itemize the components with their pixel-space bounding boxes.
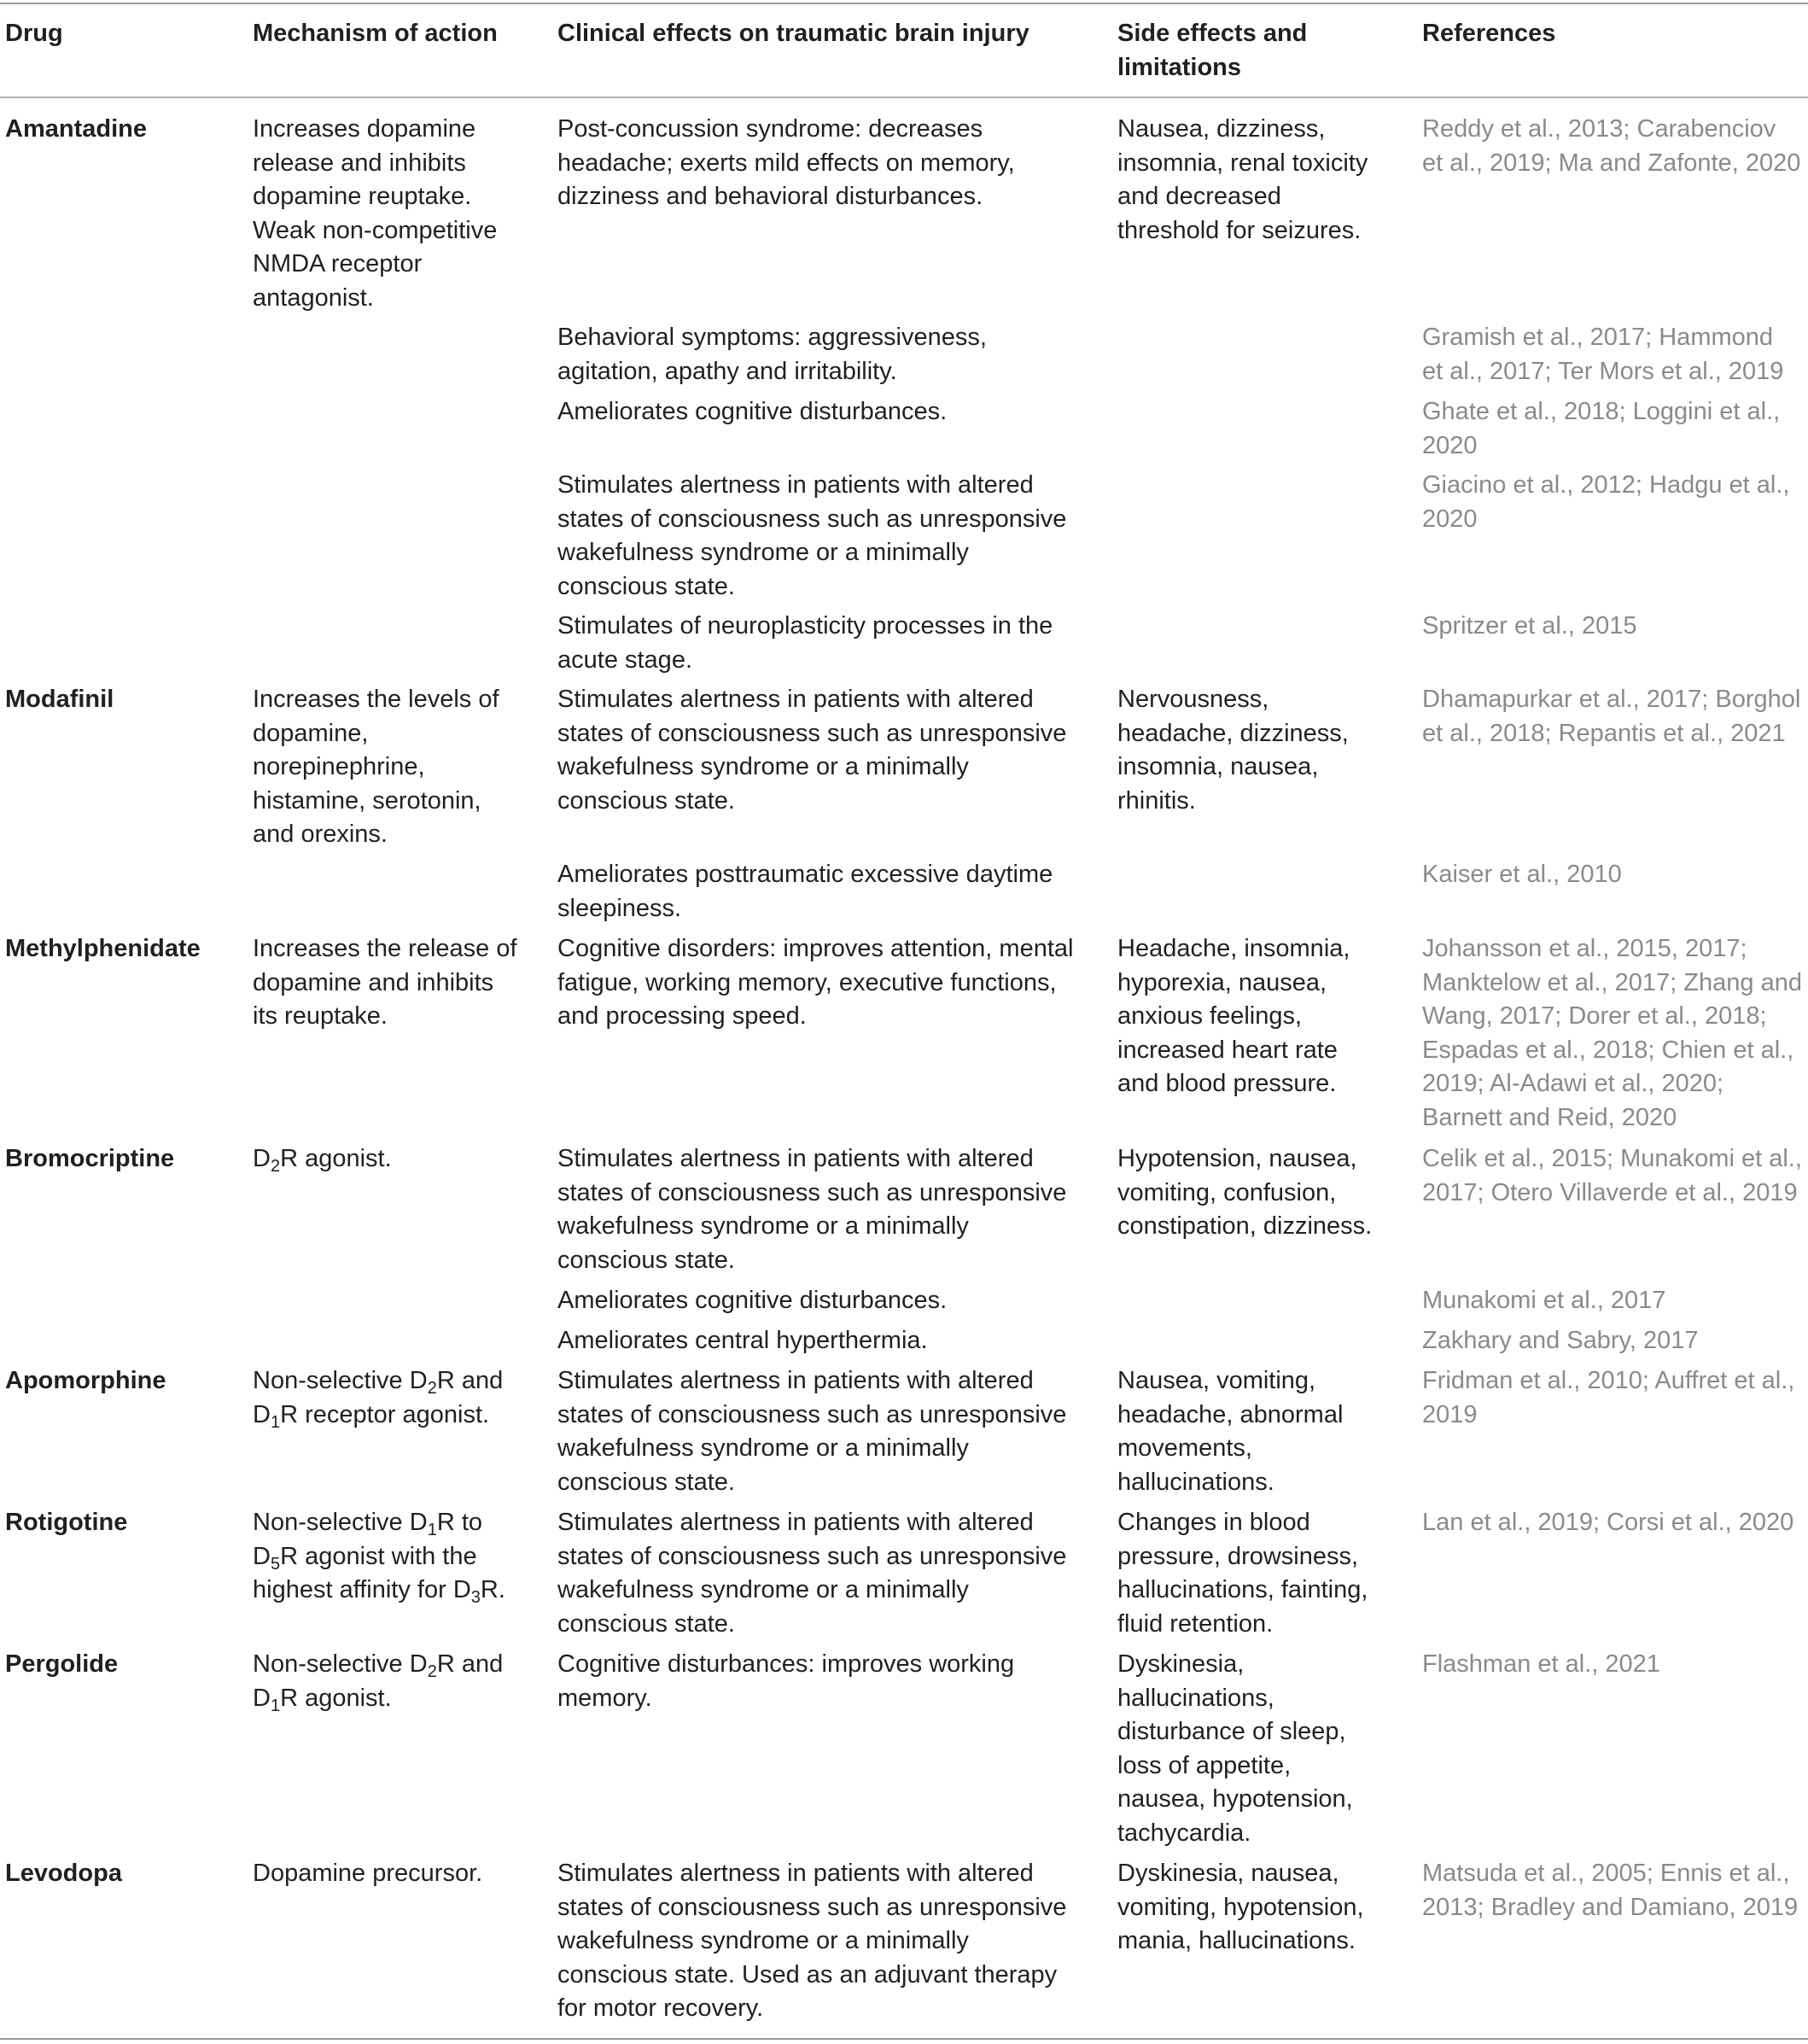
header-rule — [0, 96, 1808, 98]
mechanism-cell: Non-selective $D_2R$ and $D_1R$ agonist. — [253, 1650, 504, 1715]
header-mechanism: Mechanism of action — [253, 20, 498, 47]
mechanism-cell: Increases the release of dopamine and inhibits its reuptake. — [253, 935, 517, 1030]
clinical-effect-cell: Stimulates alertness in patients with altered states of consciousness such as unresponsive wakefulness syndrome or a minimally conscious state. — [557, 471, 1067, 600]
side-effects-cell: Nausea, dizziness, insomnia, renal toxicity and decreased threshold for seizures. — [1117, 115, 1368, 244]
drug-name: Apomorphine — [5, 1367, 166, 1394]
clinical-effect-cell: Ameliorates posttraumatic excessive daytime sleepiness. — [557, 861, 1053, 922]
drug-name: Amantadine — [5, 115, 147, 143]
clinical-effect-cell: Behavioral symptoms: aggressiveness, agitation, apathy and irritability. — [557, 324, 987, 385]
references-cell: Munakomi et al., 2017 — [1422, 1287, 1666, 1314]
side-effects-cell: Dyskinesia, nausea, vomiting, hypotension, mania, hallucinations. — [1117, 1860, 1364, 1954]
side-effects-cell: Headache, insomnia, hyporexia, nausea, anxious feelings, increased heart rate and blood pressure. — [1117, 935, 1350, 1097]
header-side-effects: Side effects and limitations — [1117, 20, 1308, 81]
clinical-effect-cell: Stimulates alertness in patients with altered states of consciousness such as unresponsive wakefulness syndrome or a minimally conscious state. Used as an adjuvant therapy for motor recovery. — [557, 1860, 1067, 2022]
drug-name: Levodopa — [5, 1860, 122, 1887]
clinical-effect-cell: Cognitive disturbances: improves working memory. — [557, 1650, 1015, 1712]
mechanism-cell: $D_2R$ agonist. — [253, 1145, 392, 1176]
drug-name: Bromocriptine — [5, 1145, 175, 1172]
mechanism-cell: Non-selective $D_2R$ and $D_1R$ receptor agonist. — [253, 1367, 504, 1432]
drug-name: Pergolide — [5, 1650, 119, 1678]
clinical-effect-cell: Ameliorates cognitive disturbances. — [557, 398, 948, 425]
clinical-effect-cell: Cognitive disorders: improves attention, mental fatigue, working memory, executive functions, and processing speed. — [557, 935, 1074, 1030]
side-effects-cell: Nervousness, headache, dizziness, insomnia, nausea, rhinitis. — [1117, 686, 1349, 815]
clinical-effect-cell: Stimulates alertness in patients with altered states of consciousness such as unresponsive wakefulness syndrome or a minimally conscious state. — [557, 1509, 1067, 1638]
clinical-effect-cell: Ameliorates central hyperthermia. — [557, 1327, 928, 1354]
references-cell: Gramish et al., 2017; Hammond et al., 2017; Ter Mors et al., 2019 — [1422, 324, 1784, 385]
clinical-effect-cell: Stimulates alertness in patients with altered states of consciousness such as unresponsive wakefulness syndrome or a minimally conscious state. — [557, 1367, 1067, 1496]
clinical-effect-cell: Stimulates alertness in patients with altered states of consciousness such as unresponsive wakefulness syndrome or a minimally conscious state. — [557, 1145, 1067, 1274]
header-clinical-effects: Clinical effects on traumatic brain injury — [557, 20, 1029, 47]
drug-name: Rotigotine — [5, 1509, 128, 1536]
references-cell: Kaiser et al., 2010 — [1422, 861, 1622, 888]
references-cell: Flashman et al., 2021 — [1422, 1650, 1660, 1678]
mechanism-cell: Non-selective $D_1R$ to $D_5R$ agonist with the highest affinity for $D_3R$. — [253, 1509, 505, 1607]
references-cell: Matsuda et al., 2005; Ennis et al., 2013; Bradley and Damiano, 2019 — [1422, 1860, 1799, 1921]
header-references: References — [1422, 20, 1556, 47]
clinical-effect-cell: Stimulates alertness in patients with altered states of consciousness such as unresponsive wakefulness syndrome or a minimally conscious state. — [557, 686, 1067, 815]
header-drug: Drug — [5, 20, 63, 47]
references-cell: Celik et al., 2015; Munakomi et al., 2017; Otero Villaverde et al., 2019 — [1422, 1145, 1802, 1206]
mechanism-cell: Increases dopamine release and inhibits dopamine reuptake. Weak non-competitive NMDA receptor antagonist. — [253, 115, 498, 312]
side-effects-cell: Changes in blood pressure, drowsiness, hallucinations, fainting, fluid retention. — [1117, 1509, 1368, 1638]
side-effects-cell: Nausea, vomiting, headache, abnormal movements, hallucinations. — [1117, 1367, 1344, 1496]
clinical-effect-cell: Ameliorates cognitive disturbances. — [557, 1287, 948, 1314]
references-cell: Giacino et al., 2012; Hadgu et al., 2020 — [1422, 471, 1790, 533]
references-cell: Johansson et al., 2015, 2017; Manktelow et al., 2017; Zhang and Wang, 2017; Dorer et al., 2018; Espadas et al., 2018; Chien et al., 2019; Al-Adawi et al., 2020; Barnett and Reid, 2020 — [1422, 935, 1802, 1131]
references-cell: Lan et al., 2019; Corsi et al., 2020 — [1422, 1509, 1794, 1536]
clinical-effect-cell: Post-concussion syndrome: decreases headache; exerts mild effects on memory, dizziness and behavioral disturbances. — [557, 115, 1015, 210]
side-effects-cell: Dyskinesia, hallucinations, disturbance of sleep, loss of appetite, nausea, hypotension, tachycardia. — [1117, 1650, 1353, 1847]
table-bottom-rule — [0, 2038, 1808, 2040]
mechanism-cell: Dopamine precursor. — [253, 1860, 483, 1887]
table-top-rule — [0, 3, 1808, 4]
references-cell: Ghate et al., 2018; Loggini et al., 2020 — [1422, 398, 1781, 459]
side-effects-cell: Hypotension, nausea, vomiting, confusion, constipation, dizziness. — [1117, 1145, 1373, 1240]
references-cell: Fridman et al., 2010; Auffret et al., 2019 — [1422, 1367, 1795, 1428]
references-cell: Reddy et al., 2013; Carabenciov et al., 2019; Ma and Zafonte, 2020 — [1422, 115, 1801, 177]
mechanism-cell: Increases the levels of dopamine, norepinephrine, histamine, serotonin, and orexins. — [253, 686, 499, 848]
references-cell: Spritzer et al., 2015 — [1422, 612, 1637, 639]
references-cell: Dhamapurkar et al., 2017; Borghol et al., 2018; Repantis et al., 2021 — [1422, 686, 1801, 747]
clinical-effect-cell: Stimulates of neuroplasticity processes in the acute stage. — [557, 612, 1053, 674]
drug-name: Modafinil — [5, 686, 114, 713]
drug-name: Methylphenidate — [5, 935, 201, 962]
references-cell: Zakhary and Sabry, 2017 — [1422, 1327, 1699, 1354]
